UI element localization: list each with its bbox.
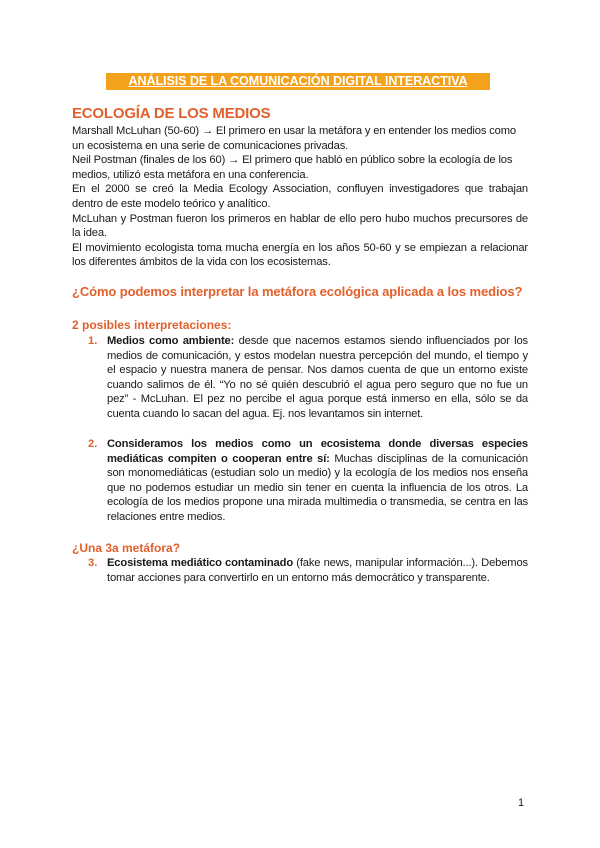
list-item-lead: Medios como ambiente: <box>107 335 235 347</box>
list-item <box>107 556 528 585</box>
third-metaphor-subheading: ¿Una 3a metáfora? <box>72 541 181 555</box>
page-number: 1 <box>518 797 525 809</box>
question-heading: ¿Cómo podemos interpretar la metáfora ecológica aplicada a los medios? <box>72 284 523 299</box>
list-item-text: Muchas disciplinas de la comunicación son monomediáticas (estudian solo un medio) y la ecología de los medios nos enseña que no podemos estudiar un medio sin tener en cuenta la influencia de los otros. La ecología de los medios propone una mirada multimedia o transmedia, se centra en las relaciones entre medios. <box>107 452 529 523</box>
paragraph-precursors: McLuhan y Postman fueron los primeros en hablar de ello pero hubo muchos precursores de la idea. <box>72 212 528 240</box>
section-heading: ECOLOGÍA DE LOS MEDIOS <box>72 105 271 122</box>
list-item-lead: Consideramos los medios como un ecosistema donde diversas especies mediáticas compiten o cooperan entre sí: <box>107 438 528 465</box>
list-item <box>107 437 528 525</box>
paragraph-postman: Neil Postman (finales de los 60) → El primero que habló en público sobre la ecología de los medios, utilizó esta metáfora en una conferencia. <box>72 154 513 181</box>
document-title: ANÁLISIS DE LA COMUNICACIÓN DIGITAL INTERACTIVA <box>106 73 490 90</box>
paragraph-association: En el 2000 se creó la Media Ecology Association, confluyen investigadores que trabajan dentro de este modelo teórico y analítico. <box>72 183 528 210</box>
paragraph-ecology-movement: El movimiento ecologista toma mucha energía en los años 50-60 y se empiezan a relacionar los diferentes ámbitos de la vida con los ecosistemas. <box>72 241 528 269</box>
intro-paragraphs <box>72 124 528 270</box>
paragraph-mcluhan: Marshall McLuhan (50-60) → El primero en usar la metáfora y en entender los medios como un ecosistema en una serie de comunicaciones privadas. <box>72 125 516 152</box>
list-number: 1. <box>88 335 98 347</box>
list-number: 2. <box>88 438 98 450</box>
list-item-lead: Ecosistema mediático contaminado <box>107 557 294 569</box>
interpretations-subheading: 2 posibles interpretaciones: <box>72 318 232 332</box>
list-item <box>107 334 528 422</box>
list-number: 3. <box>88 557 98 569</box>
list-item-text: desde que nacemos estamos siendo influenciados por los medios de comunicación, y estos modelan nuestra percepción del mundo, el tiempo y el espacio y nuestra manera de pensar. Nos damos cuenta de que un entorno existe cuando salimos de él. “Yo no sé quién descubrió el agua pero seguro que no fue un pez” - McLuhan. El pez no percibe el agua porque está inmerso en ella, sólo se da cuenta cuando lo sacan del agua. Ej. nos levantamos sin internet. <box>107 335 528 420</box>
list-item-text: (fake news, manipular información...). Debemos tomar acciones para convertirlo en un entorno más democrático y transparente. <box>107 557 528 584</box>
